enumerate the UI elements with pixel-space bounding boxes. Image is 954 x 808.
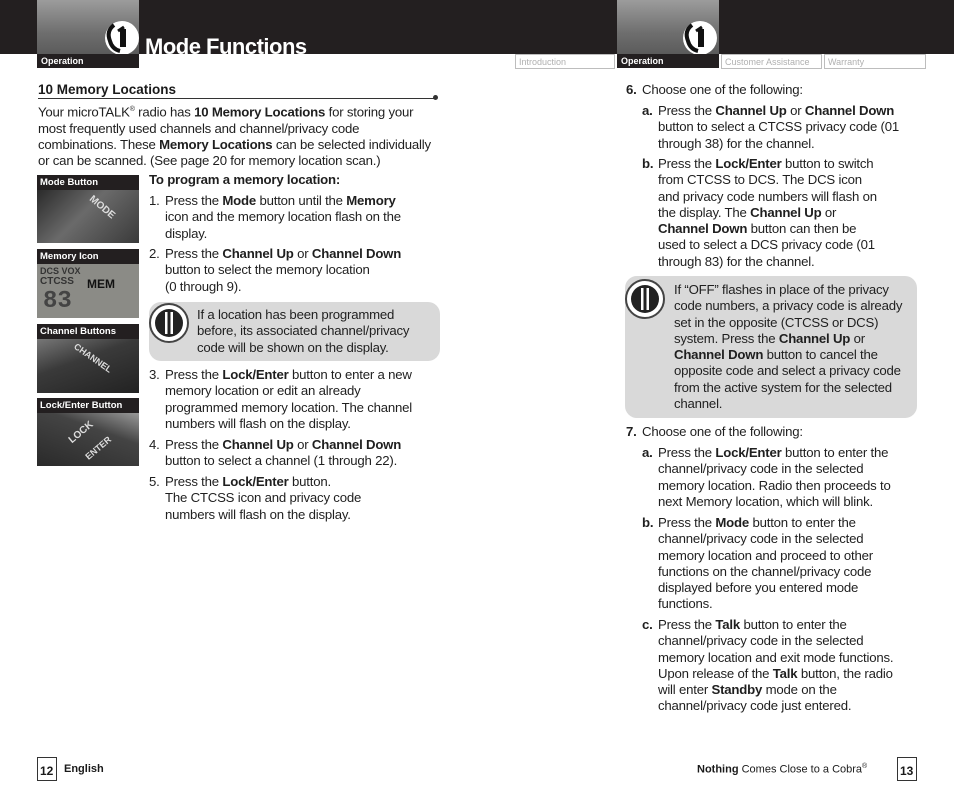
label-mode-button: Mode Button [37,175,139,190]
section-rule [38,98,436,99]
page-number-left: 12 [37,757,57,781]
step-letter: c. [642,617,653,632]
photo-mem-text: MEM [87,277,115,291]
photo-ctcss-text: CTCSS [40,276,74,287]
photo-memory-icon [37,264,139,318]
section-title: 10 Memory Locations [38,82,177,97]
tab-introduction[interactable]: Introduction [515,54,615,69]
step-2: Press the Channel Up or Channel Down button to select the memory location (0 through 9). [165,246,402,294]
cobra-logo-icon [676,19,718,57]
note-text-left: If a location has been programmed before, its associated channel/privacy code will be shown on the display. [197,307,410,355]
step-number: 5. [149,474,160,489]
footer-tagline: Nothing Comes Close to a Cobra® [697,763,868,776]
tab-warranty[interactable]: Warranty [824,54,926,69]
step-7a: Press the Lock/Enter button to enter the channel/privacy code in the selected memory location. Radio then proceeds to next Memory location, which will blink. [658,445,891,509]
step-number: 6. [626,82,637,97]
step-6a: Press the Channel Up or Channel Down button to select a CTCSS privacy code (01 through 38) for the channel. [658,103,900,151]
step-letter: b. [642,156,654,171]
step-number: 2. [149,246,160,261]
photo-digits: 83 [43,288,72,315]
label-channel-buttons: Channel Buttons [37,324,139,339]
tab-customer-assistance[interactable]: Customer Assistance [721,54,822,69]
step-7-heading: Choose one of the following: [642,424,803,439]
header-bar [0,0,954,54]
note-icon [148,302,190,344]
step-5: Press the Lock/Enter button. The CTCSS icon and privacy code numbers will flash on the display. [165,474,362,522]
photo-channel-buttons [37,339,139,393]
photo-mode-text: MODE [86,193,118,222]
step-number: 3. [149,367,160,382]
footer-language: English [64,763,104,775]
step-4: Press the Channel Up or Channel Down button to select a channel (1 through 22). [165,437,402,469]
intro-paragraph: Your microTALK® radio has 10 Memory Locations for storing your most frequently used channels and channel/privacy code combinations. These Memory Locations can be selected individually or can be scanned. (See page 20 for memory location scan.) [38,104,431,169]
photo-channel-text: CHANNEL [72,341,114,375]
step-letter: a. [642,103,653,118]
label-memory-icon: Memory Icon [37,249,139,264]
step-number: 4. [149,437,160,452]
page-title: Mode Functions [145,34,307,59]
program-heading: To program a memory location: [149,172,341,187]
label-lock-enter-button: Lock/Enter Button [37,398,139,413]
tab-operation-right[interactable]: Operation [617,54,719,68]
photo-lock-text: LOCK [66,419,96,446]
step-letter: b. [642,515,654,530]
cobra-logo-icon [98,19,140,57]
tab-operation-left[interactable]: Operation [37,54,139,68]
photo-mode-button [37,190,139,243]
step-number: 7. [626,424,637,439]
photo-lock-enter-button [37,413,139,466]
step-1: Press the Mode button until the Memory icon and the memory location flash on the display. [165,193,401,241]
photo-dcs-text: DCS VOX [40,266,81,276]
step-6b: Press the Lock/Enter button to switch from CTCSS to DCS. The DCS icon and privacy code numbers will flash on the display. The Channel Up or Channel Down button can then be used to select a DCS privacy code (01 through 83) for the channel. [658,156,877,269]
step-letter: a. [642,445,653,460]
note-text-right: If “OFF” flashes in place of the privacy code numbers, a privacy code is already set in the opposite (CTCSS or DCS) system. Press the Channel Up or Channel Down button to cancel the opposite code and select a privacy code from the active system for the selected channel. [674,282,903,412]
step-number: 1. [149,193,160,208]
step-7c: Press the Talk button to enter the channel/privacy code in the selected memory location and exit mode functions. Upon release of the Talk button, the radio will enter Standby mode on the channel/privacy code just entered. [658,617,894,714]
step-6-heading: Choose one of the following: [642,82,803,97]
step-3: Press the Lock/Enter button to enter a new memory location or edit an already programmed memory location. The channel numbers will flash on the display. [165,367,413,431]
step-7b: Press the Mode button to enter the channel/privacy code in the selected memory location and proceed to other functions on the channel/privacy code displayed before you entered mode functions. [658,515,873,612]
page-number-right: 13 [897,757,917,781]
section-dot [433,95,438,100]
photo-enter-text: ENTER [83,434,114,462]
note-icon [624,278,666,320]
